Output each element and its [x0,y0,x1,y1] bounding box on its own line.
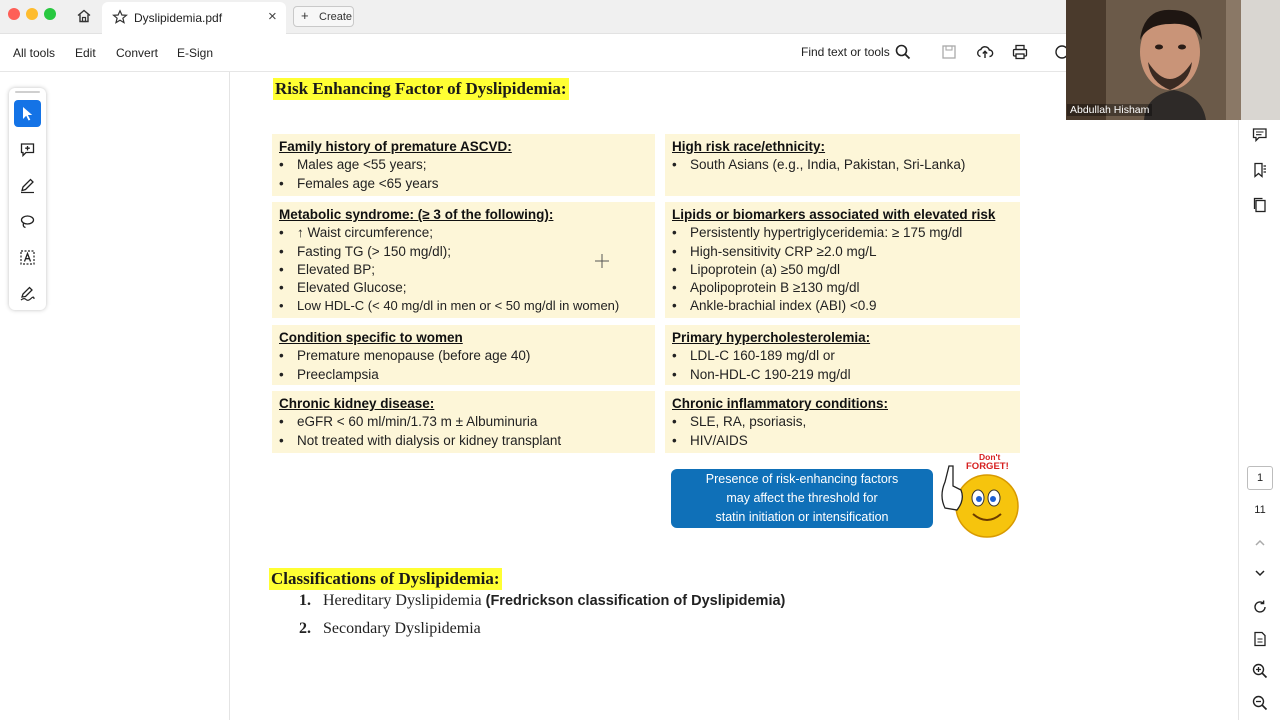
comments-icon[interactable] [1251,126,1269,144]
classification-heading: Classifications of Dyslipidemia: [271,569,500,588]
zoom-out-icon[interactable] [1251,694,1269,712]
right-tool-rail [1238,120,1280,720]
document-icon[interactable] [1251,630,1269,648]
minimize-window-button[interactable] [26,8,38,20]
home-icon[interactable] [76,8,92,24]
box-heading: Condition specific to women [279,330,463,345]
create-button[interactable] [293,6,354,27]
callout-line: Presence of risk-enhancing factors [705,472,899,486]
box-heading: High risk race/ethnicity: [672,139,826,154]
draw-tool-button[interactable] [14,172,41,199]
zoom-in-icon[interactable] [1251,662,1269,680]
lasso-icon [19,213,36,230]
sign-tool-button[interactable] [14,280,41,307]
list-item: • LDL-C 160-189 mg/dl or [672,347,1020,365]
close-window-button[interactable] [8,8,20,20]
pen-icon [19,177,36,194]
callout-line: statin initiation or intensification [715,510,889,524]
list-item: • Preeclampsia [279,366,655,384]
chevron-up-icon[interactable] [1251,534,1269,552]
text-recognition-button[interactable] [14,244,41,271]
menu-edit[interactable]: Edit [75,46,96,60]
list-item: • Elevated BP; [279,261,655,279]
save-icon[interactable] [940,43,958,61]
create-label: Create [319,11,353,23]
quick-tools-panel [9,88,46,310]
drag-handle[interactable] [15,91,40,93]
plus-icon: + [301,8,309,23]
list-item: • Not treated with dialysis or kidney transplant [279,432,655,450]
find-tools-label[interactable]: Find text or tools [801,45,890,59]
tab-title: Dyslipidemia.pdf [134,11,223,25]
list-item [299,620,481,638]
list-text: Hereditary Dyslipidemia [323,592,486,609]
risk-box-hypercholesterolemia [665,325,1020,385]
list-item: • eGFR < 60 ml/min/1.73 m ± Albuminuria [279,413,655,431]
box-heading: Lipids or biomarkers associated with elevated risk [672,207,996,222]
participant-video-frame [1066,0,1280,120]
list-item: • Fasting TG (> 150 mg/dl); [279,243,655,261]
menu-bar [0,34,1066,72]
webcam-video [1066,0,1280,120]
box-heading: Family history of premature ASCVD: [279,139,512,154]
print-icon[interactable] [1011,43,1029,61]
list-item: • Premature menopause (before age 40) [279,347,655,365]
upload-cloud-icon[interactable] [976,43,994,61]
list-item: • Females age <65 years [279,175,655,193]
comment-plus-icon [19,141,36,158]
box-heading: Primary hypercholesterolemia: [672,330,871,345]
risk-box-race [665,134,1020,196]
callout-line: may affect the threshold for [726,491,878,505]
participant-name: Abdullah Hisham [1067,104,1152,116]
list-item: • South Asians (e.g., India, Pakistan, Sri-Lanka) [672,156,1020,174]
list-item: • ↑ Waist circumference; [279,224,655,242]
sticker-line-1: Don't [979,452,1001,462]
bookmarks-icon[interactable] [1251,161,1269,179]
page-number-input[interactable]: 1 [1247,466,1273,490]
box-heading: Chronic kidney disease: [279,396,435,411]
risk-box-biomarkers [665,202,1020,318]
list-item: • Ankle-brachial index (ABI) <0.9 [672,297,1020,315]
menu-esign[interactable]: E-Sign [177,46,214,60]
list-item [299,592,785,610]
list-item: • Apolipoprotein B ≥130 mg/dl [672,279,1020,297]
star-icon[interactable] [112,9,128,25]
list-item: • SLE, RA, psoriasis, [672,413,1020,431]
box-heading: Metabolic syndrome: (≥ 3 of the following): [279,207,554,222]
risk-heading: Risk Enhancing Factor of Dyslipidemia: [275,79,567,98]
close-tab-icon[interactable]: × [268,8,277,25]
tab-bar [0,0,1066,34]
list-number: 1. [299,592,311,609]
list-item: • Elevated Glucose; [279,279,655,297]
add-comment-button[interactable] [14,136,41,163]
lasso-tool-button[interactable] [14,208,41,235]
rotate-icon[interactable] [1251,598,1269,616]
list-item: • HIV/AIDS [672,432,1020,450]
left-tool-rail [0,72,230,720]
risk-box-women [272,325,655,385]
list-item: • High-sensitivity CRP ≥2.0 mg/L [672,243,1020,261]
dont-forget-smiley-icon [931,452,1023,542]
menu-convert[interactable]: Convert [116,46,159,60]
risk-box-family-history [272,134,655,196]
sticker-line-2: FORGET! [966,461,1009,472]
text-box-icon [19,249,36,266]
signature-pen-icon [19,285,36,302]
select-tool-button[interactable] [14,100,41,127]
list-text: Secondary Dyslipidemia [323,620,481,637]
chevron-down-icon[interactable] [1251,564,1269,582]
list-item: • Non-HDL-C 190-219 mg/dl [672,366,1020,384]
pdf-page [231,72,1062,720]
risk-box-kidney [272,391,655,453]
zoom-window-button[interactable] [44,8,56,20]
list-item: • Low HDL-C (< 40 mg/dl in men or < 50 mg/dl in women) [279,297,655,315]
list-item: • Males age <55 years; [279,156,655,174]
statin-callout [671,469,933,528]
menu-all-tools[interactable]: All tools [13,46,56,60]
cursor-arrow-icon [19,105,36,122]
list-item: • Persistently hypertriglyceridemia: ≥ 175 mg/dl [672,224,1020,242]
box-heading: Chronic inflammatory conditions: [672,396,889,411]
pages-icon[interactable] [1251,196,1269,214]
search-icon[interactable] [894,43,912,61]
page-total: 11 [1254,504,1266,516]
list-number: 2. [299,620,311,637]
right-gutter [1062,120,1238,720]
list-bold-text: (Fredrickson classification of Dyslipidemia) [485,593,786,609]
risk-box-inflammatory [665,391,1020,453]
list-item: • Lipoprotein (a) ≥50 mg/dl [672,261,1020,279]
document-tab[interactable] [102,2,286,34]
crosshair-cursor-icon [594,253,610,269]
